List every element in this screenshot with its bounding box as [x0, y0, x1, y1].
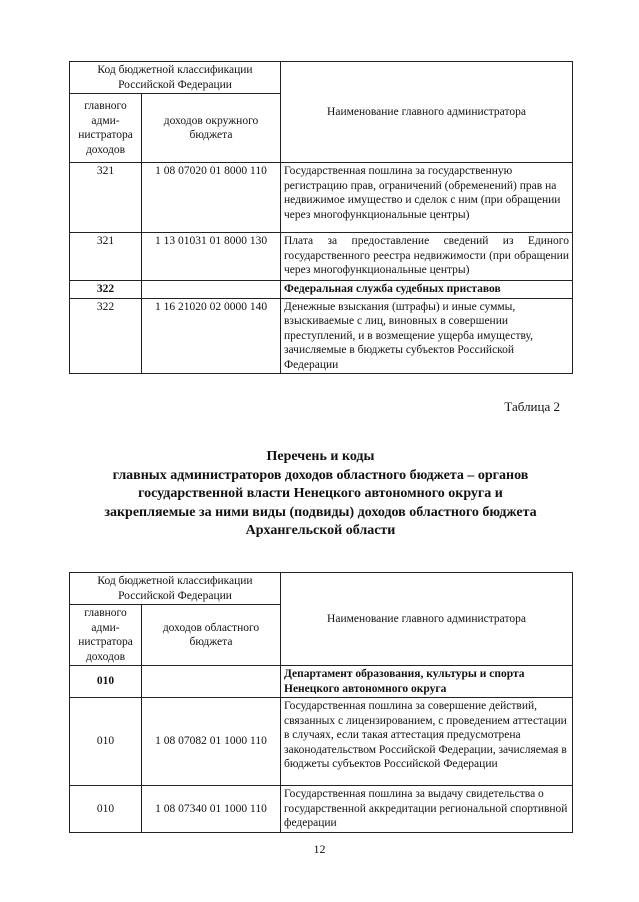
- title-line: закрепляемые за ними виды (подвиды) доходов областного бюджета: [104, 504, 537, 520]
- header-admin-name: Наименование главного администратора: [281, 573, 573, 666]
- cell-name: Денежные взыскания (штрафы) и иные суммы, взыскиваемые с лиц, виновных в совершении преступлений, и в возмещение ущерба имуществу, зачисляемые в бюджеты субъектов Российской Федерации: [281, 298, 573, 374]
- table-row: [70, 163, 573, 233]
- title-line: главных администраторов доходов областного бюджета – органов: [112, 467, 529, 483]
- cell-admin: 322: [70, 281, 142, 299]
- table-admin-codes-okrug: [69, 61, 573, 374]
- table-row: [70, 233, 573, 281]
- header-revenue-code: доходов окружного бюджета: [142, 94, 281, 163]
- header-admin-code: главного адми-нистратора доходов: [70, 94, 142, 163]
- table-row: [70, 786, 573, 833]
- cell-name: Государственная пошлина за государственную регистрацию прав, ограничений (обременений) прав на недвижимое имущество и сделок с ним (при обращении через многофункциональные центры): [281, 163, 573, 233]
- cell-admin: 010: [70, 698, 142, 786]
- cell-name: Государственная пошлина за выдачу свидетельства о государственной аккредитации региональной спортивной федерации: [281, 786, 573, 833]
- table-admin-codes-oblast: [69, 572, 573, 833]
- cell-code: 1 08 07020 01 8000 110: [142, 163, 281, 233]
- cell-admin: 322: [70, 298, 142, 374]
- cell-code: 1 13 01031 01 8000 130: [142, 233, 281, 281]
- header-admin-code: главного адми-нистратора доходов: [70, 605, 142, 666]
- cell-code: 1 16 21020 02 0000 140: [142, 298, 281, 374]
- table-row: [70, 281, 573, 299]
- cell-name: Департамент образования, культуры и спорта Ненецкого автономного округа: [281, 666, 573, 698]
- table-row: [70, 698, 573, 786]
- cell-code: 1 08 07340 01 1000 110: [142, 786, 281, 833]
- cell-code: [142, 281, 281, 299]
- table-label: Таблица 2: [504, 399, 560, 414]
- cell-name: Федеральная служба судебных приставов: [281, 281, 573, 299]
- cell-admin: 010: [70, 786, 142, 833]
- header-admin-name: Наименование главного администратора: [281, 62, 573, 163]
- page-number: 12: [313, 842, 326, 856]
- cell-admin: 010: [70, 666, 142, 698]
- header-revenue-code: доходов областного бюджета: [142, 605, 281, 666]
- cell-name: Плата за предоставление сведений из Единого государственного реестра недвижимости (при обращении через многофункциональные центры): [281, 233, 573, 281]
- title-line: Архангельской области: [245, 523, 396, 538]
- cell-admin: 321: [70, 233, 142, 281]
- cell-admin: 321: [70, 163, 142, 233]
- title-line: государственной власти Ненецкого автономного округа и: [138, 486, 503, 501]
- table-row: [70, 666, 573, 698]
- cell-code: 1 08 07082 01 1000 110: [142, 698, 281, 786]
- table-row: [70, 298, 573, 374]
- cell-code: [142, 666, 281, 698]
- header-classification-code: Код бюджетной классификации Российской Федерации: [70, 62, 281, 94]
- header-classification-code: Код бюджетной классификации Российской Федерации: [70, 573, 281, 605]
- section-title: [69, 448, 572, 541]
- cell-name: Государственная пошлина за совершение действий, связанных с лицензированием, с проведением аттестации в случаях, если такая аттестация предусмотрена законодательством Российской Федерации, зачисляемая в бюджеты субъектов Российской Федерации: [281, 698, 573, 786]
- title-line: Перечень и коды: [266, 449, 375, 464]
